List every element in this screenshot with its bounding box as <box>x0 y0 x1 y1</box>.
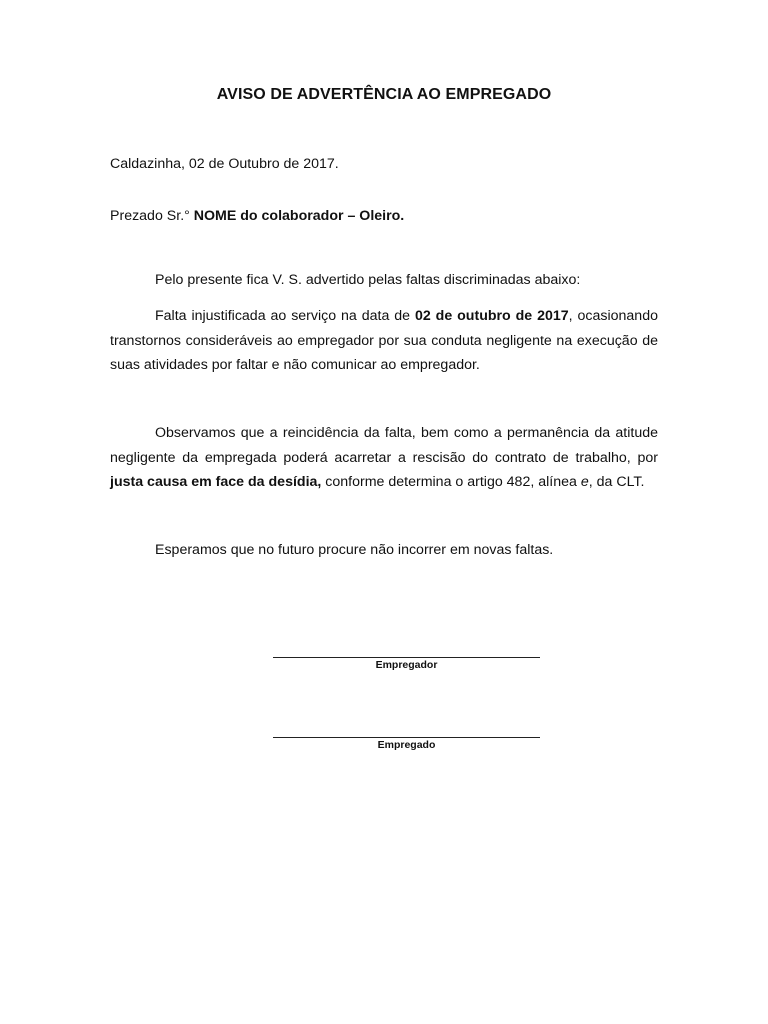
paragraph-closing: Esperamos que no futuro procure não incorrer em novas faltas. <box>155 542 554 558</box>
paragraph-intro: Pelo presente fica V. S. advertido pelas faltas discriminadas abaixo: <box>155 272 581 288</box>
signature-employer <box>273 657 540 671</box>
signature-label-employee: Empregado <box>377 739 436 751</box>
warning-text-middle: conforme determina o artigo 482, alínea <box>321 474 581 490</box>
document-title: AVISO DE ADVERTÊNCIA AO EMPREGADO <box>216 86 552 103</box>
paragraph-absence <box>110 304 658 378</box>
signature-line <box>273 657 540 658</box>
warning-text-start: Observamos que a reincidência da falta, bem como a permanência da atitude negligente da empregada poderá acarretar a rescisão do contrato de trabalho, por <box>110 425 658 466</box>
warning-text-end: , da CLT. <box>588 474 645 490</box>
greeting-line <box>110 204 658 229</box>
warning-bold-phrase: justa causa em face da desídia, <box>110 474 322 490</box>
absence-text-end: , ocasionando transtornos consideráveis ao empregador por sua conduta negligente na execução de suas atividades por faltar e não comunicar ao empregador. <box>110 308 658 373</box>
warning-italic-letter: e <box>580 474 589 490</box>
greeting-prefix: Prezado Sr.° <box>110 208 194 224</box>
signature-line <box>273 737 540 738</box>
absence-text-start: Falta injustificada ao serviço na data de <box>155 308 415 324</box>
paragraph-warning <box>110 421 658 495</box>
employee-name: NOME do colaborador – Oleiro. <box>193 208 405 224</box>
absence-date: 02 de outubro de 2017 <box>414 308 569 324</box>
signature-employee <box>273 737 540 751</box>
signature-label-employer: Empregador <box>375 659 438 671</box>
date-line: Caldazinha, 02 de Outubro de 2017. <box>110 156 339 172</box>
